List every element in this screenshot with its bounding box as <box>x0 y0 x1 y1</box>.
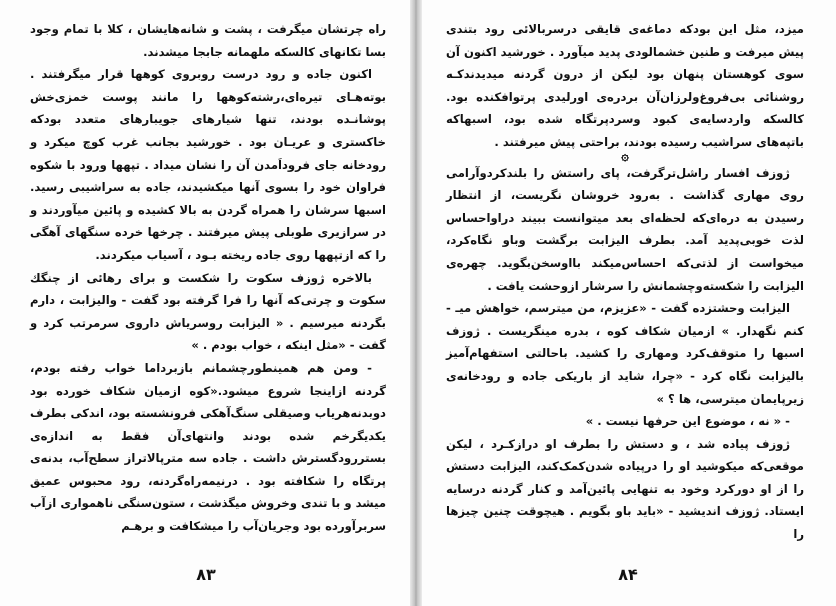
right-paragraph-4: - « نه ، موضوع این حرفها نیست . » <box>585 414 790 429</box>
right-paragraph-2: ژوزف افسار راشل‌ترگرفت، پای راستش را بلندکردوآرامی روی مهاری گذاشت . به‌رود خروشان نگریست، از انتظار رسیدن به دره‌ای‌که لحظه‌ای بعد میتوانست ببیند دراواحساس لذت خوبی‌پدید آمد. بطرف الیزابت برگشت وباو نگاه‌کرد، میخواست از لذتی‌که احساس‌میکند با‌اوسخن‌بگوید. چهره‌ی الیزابت را شکسته‌وچشمانش را سرشار ازوحشت یافت . <box>446 165 804 293</box>
right-paragraph-1: میزد، مثل این بودکه دماغه‌ی قایقی درسربالائی رود بتندی پیش میرفت و طنین خشمالودی پدید میآورد . خورشید اکنون آن سوی کوهستان پنهان بود لیکن از درون گردنه میدیدندکـه روشنائی بی‌فروغ‌ولرزان‌آن بردره‌ی اورلیدی پرتوافکنده بود. کالسکه واردسایه‌ی کبود وسردپرتگاه شده بود، اسبهاکه باتپه‌های سراشیب رسیده بودند، براحتی پیش میرفتند . <box>446 22 804 149</box>
right-page <box>420 0 836 606</box>
right-paragraph-3: الیزابت وحشتزده گفت - «عزیزم، من میترسم، خواهش میـ - کنم نگهدار. » ازمیان شکاف کوه ، بدره مینگریست . ژوزف اسبها را متوقف‌کرد ومهاری را کشید. باحالتی استفهام‌آمیز بالیزابت نگاه کرد - «چرا، شاید از باریکی جاده و رودخانه‌ی زیرپایمان میترسی، ها ؟ » <box>446 301 804 406</box>
left-page-number: ۸۳ <box>196 565 216 584</box>
right-paragraph-5: ژوزف پیاده شد ، و دستش را بطرف او درازکـرد ، لیکن موقعی‌که میکوشید او را درپیاده شدن‌کمک‌کند، الیزابت دستش را از او دورکرد وخود به تنهایی پائین‌آمد و کنار گردنه درسایه ایستاد. ژوزف اندیشید - «باید باو بگویم . هیچوقت چنین چیزها را <box>446 436 804 542</box>
left-paragraph-3: بالاخره ژوزف سکوت را شکست و برای رهائی از چنگك سکوت و چرتی‌که آنها را فرا گرفته بود گفت - والیزابت ، دارم بگردنه میرسیم . « الیزابت روسریاش داروی سرمرتب کرد و گفت - «مثل اینکه ، خواب بودم . » <box>30 270 386 353</box>
left-paragraph-4: - ومن هم همینطورچشمانم بازبرداما خواب رفته بودم، گردنه ازاینجا شروع میشود.«کوه ازمیان شکاف خورده بود دوبدنه‌هریاب وصیقلی سنگ‌آهکی فرونشسته بود، اندکی بطرف یکدیگرخم شده بودند وانتهای‌آن فقط به اندازه‌ی بستررودگسترش داشت . جاده سه مترپالاتراز سطح‌آب، بدنه‌ی پرتگاه را شکافته بود . درنیمه‌راه‌گردنه، رود محبوس عمیق میشد و با تندی وخروش میگذشت ، ستون‌سنگی ناهمواری ازآب سربرآورده بود وجریان‌آب را میشکافت و برهـم <box>30 360 386 534</box>
right-page-number: ۸۴ <box>618 565 638 584</box>
left-paragraph-2: اکنون جاده و رود درست روبروی کوهها قرار میگرفتند . بوته‌هـای تیره‌ای،رشته‌کوهها را مانند پوست خمزی‌خش پوشانـده بودند، تنها شیارهای جویبارهای متعدد بودکه خاکستری و عریـان بود . خورشید بجانب غرب کوچ میکرد و رودخانه جای فروداَمدن آن را نشان میداد . تپهها ورود با شکوه فراوان خود را بسوی آنها میکشیدند، جاده به سراشیبی رسید. اسبها سرشان را همراه گردن به بالا کشیده و پائین میآوردند و در سرازیری طوبلی پیش میرفتند . چرخها خرده سنگهای آهگی را که ازتپهها روی جاده ریخته بـود ، آسیاب میکردند. <box>30 67 386 262</box>
left-paragraph-1: راه چرتشان میگرفت ، پشت و شانه‌هایشان ، کلا با تمام وجود بسا تکانهای کالسکه ملهمانه جابجا میشدند. <box>30 22 386 59</box>
section-ornament: ۞ <box>621 148 629 164</box>
left-page <box>0 0 412 606</box>
